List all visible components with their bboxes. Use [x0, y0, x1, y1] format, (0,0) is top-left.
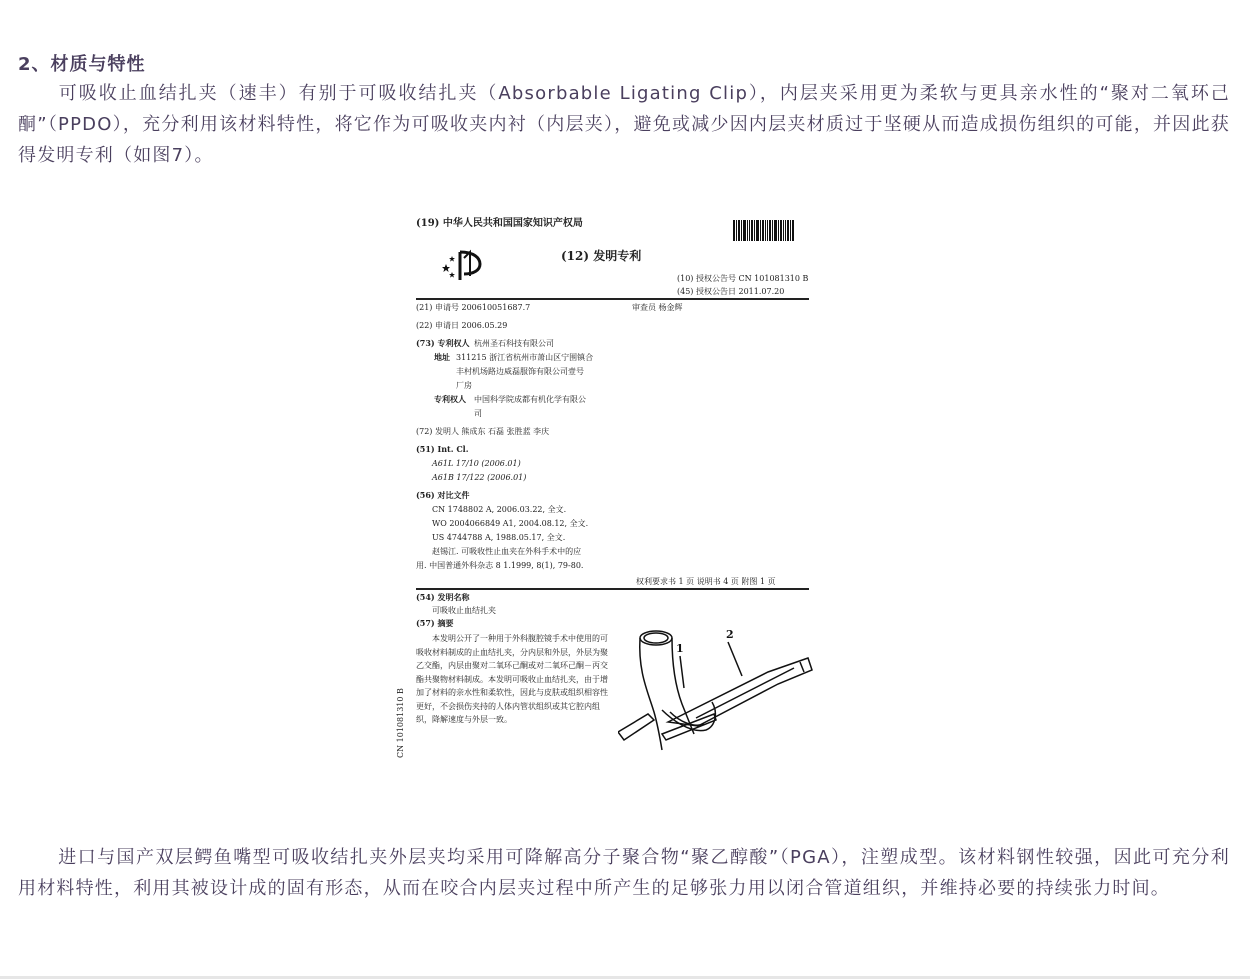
reference-1: CN 1748802 A, 2006.03.22, 全文.: [432, 505, 567, 514]
inventors: (72) 发明人 熊成东 石磊 张胜蓝 李庆: [416, 427, 550, 436]
application-date: (22) 申请日 2006.05.29: [416, 321, 508, 330]
paragraph-ppdo-text: 可吸收止血结扎夹（速丰）有别于可吸收结扎夹（Absorbable Ligating Clip），内层夹采用更为柔软与更具亲水性的“聚对二氧环己酮”（PPDO），充分利用该材料特性，将它作为可吸收夹内衬（内层夹），避免或减少因内层夹材质过于坚硬从而造成损伤组织的可能，并因此获得发明专利（如图7）。: [18, 83, 1230, 166]
application-number: (21) 申请号 200610051687.7: [416, 303, 531, 312]
address-line-3: 厂房: [456, 381, 472, 390]
page-counts: 权利要求书 1 页 说明书 4 页 附图 1 页: [636, 577, 776, 586]
reference-5: 用. 中国普通外科杂志 8 1.1999, 8(1), 79-80.: [416, 561, 584, 570]
ligating-clip-drawing: [618, 622, 814, 752]
paragraph-pga: [18, 842, 1230, 904]
barcode: [733, 220, 809, 241]
abstract-text: 本发明公开了一种用于外科腹腔镜手术中使用的可吸收材料制成的止血结扎夹，分内层和外层，外层为聚乙交酯，内层由聚对二氧环己酮或对二氧环己酮－丙交酯共聚物材料制成。本发明可吸收止血结扎夹，由于增加了材料的亲水性和柔软性，因此与皮肤或组织相容性更好，不会损伤夹持的人体内管状组织或其它腔内组织，降解速度与外层一致。: [416, 634, 608, 724]
examiner: 审查员 杨金辉: [632, 303, 683, 312]
patent-type: (12) 发明专利: [561, 249, 642, 263]
section-title: 2、材质与特性: [18, 54, 146, 75]
patent-office: (19) 中华人民共和国国家知识产权局: [416, 218, 583, 229]
paragraph-ppdo: [18, 78, 1230, 171]
reference-2: WO 2004066849 A1, 2004.08.12, 全文.: [432, 519, 589, 528]
abstract-label: (57) 摘要: [416, 618, 454, 628]
patentee2-label: 专利权人: [434, 394, 466, 404]
patentee-label: (73) 专利权人: [416, 338, 470, 348]
references-label: (56) 对比文件: [416, 490, 470, 500]
patent-emblem-icon: [440, 248, 488, 282]
middle-rule: [416, 588, 809, 590]
invention-name: 可吸收止血结扎夹: [432, 606, 496, 615]
int-cl-label: (51) Int. Cl.: [416, 444, 469, 454]
address-line-1: 311215 浙江省杭州市萧山区宁围镇合: [456, 353, 594, 362]
invention-name-label: (54) 发明名称: [416, 592, 470, 602]
patentee2-line-1: 中国科学院成都有机化学有限公: [474, 395, 586, 404]
ipc-1: A61L 17/10 (2006.01): [432, 459, 521, 468]
side-publication-code: CN 101081310 B: [396, 688, 405, 758]
reference-3: US 4744788 A, 1988.05.17, 全文.: [432, 533, 566, 542]
figure-label-1: 1: [676, 642, 684, 655]
paragraph-pga-text: 进口与国产双层鳄鱼嘴型可吸收结扎夹外层夹均采用可降解高分子聚合物“聚乙醇酸”（PGA），注塑成型。该材料钢性较强，因此可充分利用材料特性，利用其被设计成的固有形态，从而在咬合内层夹过程中所产生的足够张力用以闭合管道组织，并维持必要的持续张力时间。: [18, 847, 1230, 899]
header-rule: [416, 298, 809, 300]
patentee2-line-2: 司: [474, 409, 482, 418]
ipc-2: A61B 17/122 (2006.01): [432, 473, 527, 482]
patent-document-image: [396, 210, 816, 825]
patentee: 杭州圣石科技有限公司: [474, 339, 554, 348]
address-line-2: 丰村机场路边威磊服饰有限公司壹号: [456, 367, 584, 376]
grant-date: (45) 授权公告日 2011.07.20: [677, 287, 785, 296]
address-label: 地址: [434, 352, 450, 362]
figure-label-2: 2: [726, 628, 734, 641]
grant-number: (10) 授权公告号 CN 101081310 B: [677, 274, 809, 283]
reference-4: 赵锡江. 可吸收性止血夹在外科手术中的应: [432, 547, 582, 556]
